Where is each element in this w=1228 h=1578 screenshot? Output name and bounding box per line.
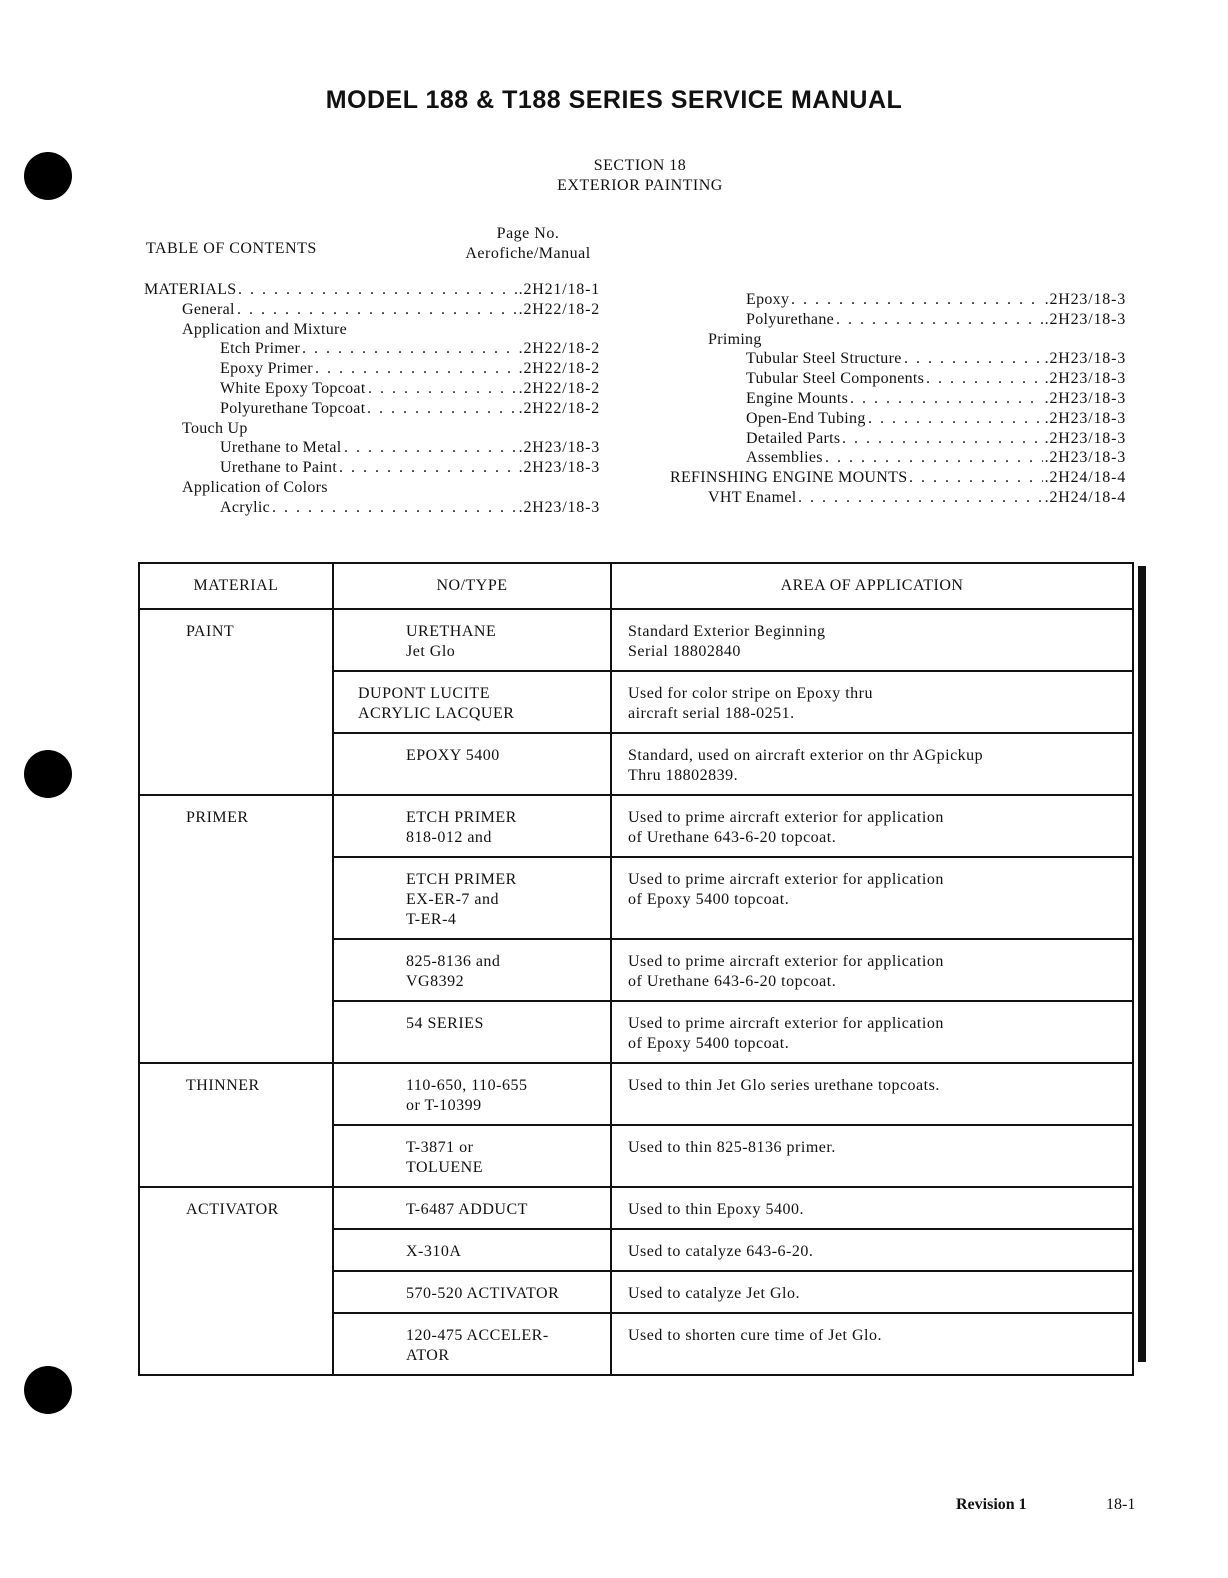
toc-entry bbox=[144, 280, 600, 300]
materials-table bbox=[138, 562, 1134, 1376]
type-text: ETCH PRIMER EX-ER-7 and T-ER-4 bbox=[406, 871, 517, 928]
toc-entry bbox=[220, 339, 600, 359]
area-text: Used to prime aircraft exterior for application of Urethane 643-6-20 topcoat. bbox=[628, 809, 944, 846]
type-text: X-310A bbox=[406, 1243, 462, 1260]
toc-entry-page: .2H24/18-4 bbox=[1044, 489, 1126, 506]
type-cell bbox=[333, 1229, 611, 1271]
material-name: ACTIVATOR bbox=[186, 1201, 279, 1218]
toc-entry-page: .2H22/18-2 bbox=[518, 300, 600, 318]
area-cell bbox=[611, 1001, 1133, 1063]
area-cell bbox=[611, 733, 1133, 795]
toc-entry-label: Acrylic bbox=[220, 498, 271, 516]
area-cell bbox=[611, 1313, 1133, 1375]
toc-entry-page: .2H22/18-2 bbox=[518, 380, 600, 397]
area-cell bbox=[611, 1271, 1133, 1313]
toc-entry-page: .2H22/18-2 bbox=[518, 340, 600, 358]
page-title: MODEL 188 & T188 SERIES SERVICE MANUAL bbox=[325, 86, 903, 114]
toc-entry-page: .2H23/18-3 bbox=[518, 459, 600, 477]
toc-entry bbox=[220, 458, 600, 478]
type-cell bbox=[333, 1125, 611, 1187]
section-name: EXTERIOR PAINTING bbox=[557, 177, 723, 194]
area-cell bbox=[611, 1229, 1133, 1271]
toc-entry bbox=[220, 399, 600, 419]
toc-entry-page: .2H23/18-3 bbox=[518, 498, 600, 516]
toc-entry-label: MATERIALS bbox=[144, 281, 237, 298]
type-cell bbox=[333, 1313, 611, 1375]
revision-label: Revision 1 bbox=[956, 1496, 1027, 1513]
toc-entry bbox=[220, 438, 600, 458]
toc-entry-label: White Epoxy Topcoat bbox=[220, 380, 366, 397]
toc-entry-page: .2H21/18-1 bbox=[518, 281, 600, 298]
toc-entry bbox=[746, 429, 1126, 449]
toc-heading: TABLE OF CONTENTS bbox=[146, 240, 317, 257]
table-row bbox=[139, 795, 1133, 857]
toc-entry-page: .2H23/18-3 bbox=[1044, 370, 1126, 388]
toc-entry-page: .2H23/18-3 bbox=[1044, 449, 1126, 467]
header-material: MATERIAL bbox=[139, 563, 333, 609]
type-cell bbox=[333, 1187, 611, 1229]
area-cell bbox=[611, 671, 1133, 733]
area-cell bbox=[611, 1125, 1133, 1187]
type-text: T-3871 or TOLUENE bbox=[406, 1139, 483, 1176]
toc-entry bbox=[746, 369, 1126, 389]
area-text: Standard Exterior Beginning Serial 18802840 bbox=[628, 623, 826, 660]
type-cell bbox=[333, 733, 611, 795]
header-area: AREA OF APPLICATION bbox=[611, 563, 1133, 609]
area-text: Used to thin Epoxy 5400. bbox=[628, 1201, 804, 1218]
material-name: PAINT bbox=[186, 623, 235, 640]
toc-entry bbox=[746, 310, 1126, 330]
toc-entry-label: VHT Enamel bbox=[708, 489, 797, 506]
toc-entry-label: Polyurethane Topcoat bbox=[220, 399, 366, 417]
toc-subheading: Application and Mixture bbox=[182, 320, 348, 338]
type-text: 110-650, 110-655 or T-10399 bbox=[406, 1077, 528, 1114]
toc-entry-label: Engine Mounts bbox=[746, 390, 849, 407]
toc-entry-label: General bbox=[182, 300, 235, 318]
toc-entry bbox=[220, 379, 600, 399]
type-cell bbox=[333, 939, 611, 1001]
toc-entry bbox=[220, 498, 600, 518]
toc-entry-page: .2H23/18-3 bbox=[1044, 409, 1126, 427]
toc-entry bbox=[220, 359, 600, 379]
type-text: URETHANE Jet Glo bbox=[406, 623, 497, 660]
toc-entry-label: Tubular Steel Components bbox=[746, 370, 925, 388]
area-text: Used to catalyze Jet Glo. bbox=[628, 1285, 800, 1302]
table-row bbox=[139, 1063, 1133, 1125]
type-cell bbox=[333, 857, 611, 939]
toc-entry-page: .2H23/18-3 bbox=[1044, 390, 1126, 407]
area-cell bbox=[611, 609, 1133, 671]
toc-entry-label: Open-End Tubing bbox=[746, 409, 866, 427]
type-cell bbox=[333, 1063, 611, 1125]
binder-hole-top bbox=[24, 152, 72, 200]
area-cell bbox=[611, 939, 1133, 1001]
toc-entry-page: .2H22/18-2 bbox=[518, 399, 600, 417]
toc-entry bbox=[708, 488, 1126, 508]
toc-subheading: Touch Up bbox=[182, 419, 248, 437]
area-cell bbox=[611, 1063, 1133, 1125]
type-cell bbox=[333, 609, 611, 671]
type-cell bbox=[333, 671, 611, 733]
area-text: Used to prime aircraft exterior for application of Epoxy 5400 topcoat. bbox=[628, 1015, 944, 1052]
binder-hole-bottom bbox=[24, 1366, 72, 1414]
type-text: 120-475 ACCELER- ATOR bbox=[406, 1327, 549, 1364]
toc-subheading: Priming bbox=[708, 330, 762, 348]
material-cell bbox=[139, 1063, 333, 1187]
binder-hole-middle bbox=[24, 750, 72, 798]
area-text: Used to prime aircraft exterior for application of Urethane 643-6-20 topcoat. bbox=[628, 953, 944, 990]
toc-page-column-heading bbox=[440, 224, 616, 264]
toc-entry bbox=[746, 349, 1126, 369]
section-number: SECTION 18 bbox=[593, 157, 687, 174]
toc-entry-page: .2H23/18-3 bbox=[518, 439, 600, 457]
page-number: 18-1 bbox=[1106, 1496, 1136, 1513]
material-cell bbox=[139, 795, 333, 1063]
type-cell bbox=[333, 795, 611, 857]
toc-entry bbox=[670, 468, 1126, 488]
type-text: DUPONT LUCITE ACRYLIC LACQUER bbox=[358, 685, 515, 722]
toc-entry-page: .2H22/18-2 bbox=[518, 360, 600, 378]
toc-entry-label: Epoxy bbox=[746, 291, 790, 308]
toc-entry-label: Urethane to Metal bbox=[220, 439, 342, 457]
toc-entry-page: .2H23/18-3 bbox=[1044, 291, 1126, 308]
area-text: Used to thin 825-8136 primer. bbox=[628, 1139, 836, 1156]
area-text: Used to prime aircraft exterior for application of Epoxy 5400 topcoat. bbox=[628, 871, 944, 908]
toc-entry-page: .2H23/18-3 bbox=[1044, 310, 1126, 328]
material-name: THINNER bbox=[186, 1077, 260, 1094]
area-text: Used to catalyze 643-6-20. bbox=[628, 1243, 814, 1260]
toc-entry-label: Etch Primer bbox=[220, 340, 301, 358]
toc-entry bbox=[746, 409, 1126, 429]
area-text: Used for color stripe on Epoxy thru aircraft serial 188-0251. bbox=[628, 685, 874, 722]
area-text: Standard, used on aircraft exterior on thr AGpickup Thru 18802839. bbox=[628, 747, 984, 784]
toc-entry-page: .2H23/18-3 bbox=[1044, 350, 1126, 368]
toc-subheading: Application of Colors bbox=[182, 479, 328, 496]
type-cell bbox=[333, 1001, 611, 1063]
toc-entry-label: Epoxy Primer bbox=[220, 360, 313, 378]
type-text: T-6487 ADDUCT bbox=[406, 1201, 528, 1218]
header-no-type: NO/TYPE bbox=[333, 563, 611, 609]
change-bar bbox=[1138, 566, 1146, 1362]
area-cell bbox=[611, 1187, 1133, 1229]
toc-entry bbox=[746, 290, 1126, 310]
section-heading bbox=[540, 156, 740, 196]
toc-entry-label: Tubular Steel Structure bbox=[746, 350, 902, 368]
type-text: 54 SERIES bbox=[406, 1015, 484, 1032]
toc-entry-label: Detailed Parts bbox=[746, 429, 841, 447]
material-name: PRIMER bbox=[186, 809, 249, 826]
area-cell bbox=[611, 795, 1133, 857]
area-text: Used to shorten cure time of Jet Glo. bbox=[628, 1327, 882, 1344]
toc-entry bbox=[746, 448, 1126, 468]
type-text: ETCH PRIMER 818-012 and bbox=[406, 809, 517, 846]
table-row bbox=[139, 609, 1133, 671]
area-text: Used to thin Jet Glo series urethane topcoats. bbox=[628, 1077, 940, 1094]
material-cell bbox=[139, 1187, 333, 1375]
toc-entry-label: Polyurethane bbox=[746, 310, 835, 328]
toc-entry-label: REFINSHING ENGINE MOUNTS bbox=[670, 469, 908, 487]
type-text: 570-520 ACTIVATOR bbox=[406, 1285, 560, 1302]
toc-page-col-line2: Aerofiche/Manual bbox=[465, 245, 591, 262]
toc-entry-label: Assemblies bbox=[746, 449, 823, 467]
area-cell bbox=[611, 857, 1133, 939]
toc-page-col-line1: Page No. bbox=[496, 225, 560, 242]
type-cell bbox=[333, 1271, 611, 1313]
toc-entry bbox=[182, 300, 600, 320]
table-row bbox=[139, 1187, 1133, 1229]
toc-entry-page: .2H24/18-4 bbox=[1044, 469, 1126, 487]
type-text: 825-8136 and VG8392 bbox=[406, 953, 501, 990]
toc-entry bbox=[746, 389, 1126, 409]
type-text: EPOXY 5400 bbox=[406, 747, 500, 764]
toc-entry-page: .2H23/18-3 bbox=[1044, 429, 1126, 447]
material-cell bbox=[139, 609, 333, 795]
toc-entry-label: Urethane to Paint bbox=[220, 459, 338, 477]
